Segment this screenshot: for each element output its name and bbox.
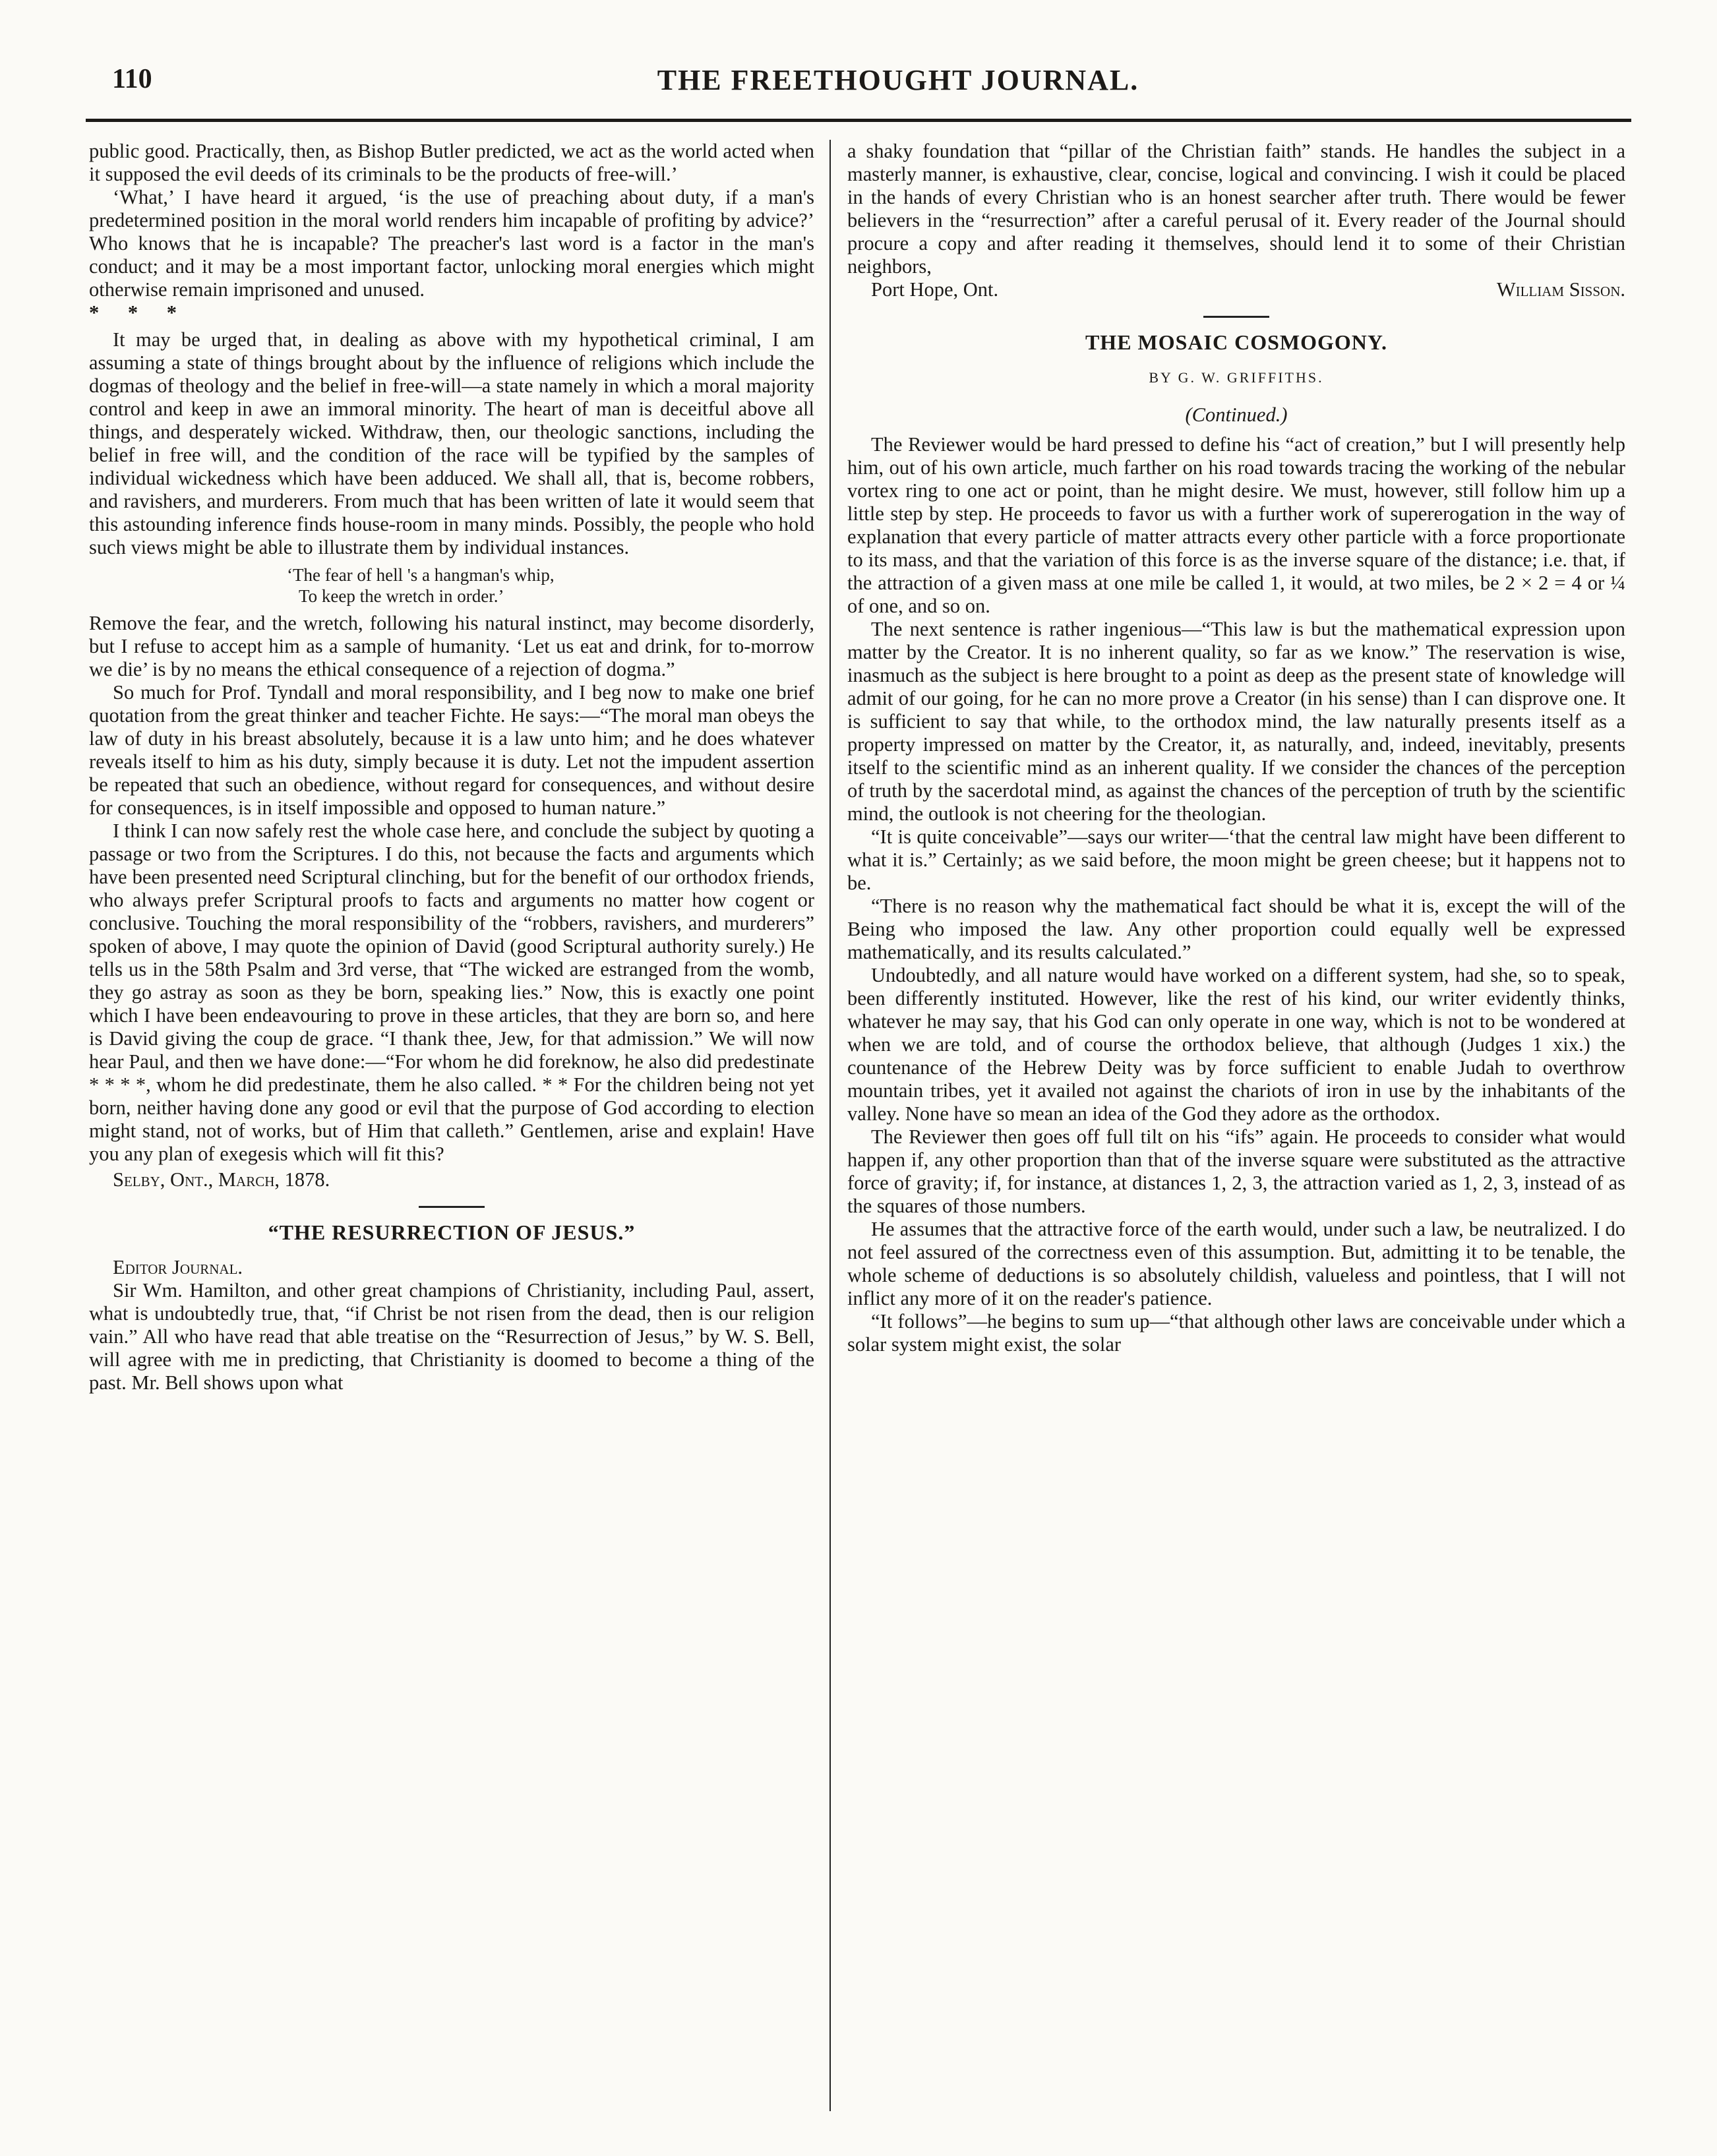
article-title: THE MOSAIC COSMOGONY. bbox=[1085, 330, 1388, 354]
right-column bbox=[847, 140, 1625, 2111]
paragraph: Undoubtedly, and all nature would have worked on a different system, had she, so to speak, been differently instituted. However, like the rest of his kind, our writer evidently thinks, whatever he may say, that his God can only operate in one way, which is not to be wondered at when we are told, and of course the orthodox believe, that although (Judges 1 xix.) the countenance of the Hebrew Deity was by force sufficient to enable Judah to overthrow mountain tribes, yet it availed not against the chariots of iron in use by the inhabitants of the valley. None have so mean an idea of the God they adore as the orthodox. bbox=[847, 964, 1625, 1125]
paragraph: Remove the fear, and the wretch, following his natural instinct, may become disorderly, but I refuse to accept him as a sample of humanity. ‘Let us eat and drink, for to-morrow we die’ is by no means the ethical consequence of a rejection of dogma.” bbox=[89, 612, 814, 680]
paragraph: public good. Practically, then, as Bishop Butler predicted, we act as the world acted when it supposed the evil deeds of its criminals to be the products of free-will.’ bbox=[89, 140, 814, 185]
signature bbox=[847, 278, 1625, 301]
verse-line: To keep the wretch in order.’ bbox=[299, 586, 504, 606]
paragraph: So much for Prof. Tyndall and moral responsibility, and I beg now to make one brief quotation from the great thinker and teacher Fichte. He says:—“The moral man obeys the law of duty in his breast absolutely, because it is a law unto him; and he does whatever reveals itself to him as his duty, simply because it is duty. Let not the impudent assertion be repeated that such an obedience, without regard for consequences, and without desire for consequences, is in itself impossible and opposed to human nature.” bbox=[89, 681, 814, 819]
paragraph: a shaky foundation that “pillar of the Christian faith” stands. He handles the subject in a masterly manner, is exhaustive, clear, concise, logical and convincing. I wish it could be placed in the hands of every Christian who is an honest searcher after truth. There would be fewer believers in the “resurrection” after a careful perusal of it. Every reader of the Journal should procure a copy and after reading it themselves, should lend it to some of their Christian neighbors, bbox=[847, 140, 1625, 278]
paragraph: “It follows”—he begins to sum up—“that although other laws are conceivable under which a solar system might exist, the solar bbox=[847, 1310, 1625, 1356]
paragraph: “It is quite conceivable”—says our writer—‘that the central law might have been different to what it is.” Certainly; as we said before, the moon might be green cheese; but it happens not to be. bbox=[847, 825, 1625, 894]
verse-quote bbox=[89, 564, 814, 607]
header-rule bbox=[86, 119, 1631, 122]
paragraph: “There is no reason why the mathematical fact should be what it is, except the will of the Being who imposed the law. Any other proportion could equally well be expressed mathematically, and its results calculated.” bbox=[847, 895, 1625, 963]
paragraph: He assumes that the attractive force of the earth would, under such a law, be neutralized. I do not feel assured of the correctness even of this assumption. But, admitting it to be tenable, the whole scheme of deductions is so absolutely childish, valueless and pointless, that I will not inflict any more of it on the reader's patience. bbox=[847, 1218, 1625, 1309]
article-divider bbox=[1203, 316, 1269, 318]
continued-note: (Continued.) bbox=[1185, 404, 1288, 426]
paragraph: ‘What,’ I have heard it argued, ‘is the use of preaching about duty, if a man's predetermined position in the moral world renders him incapable of profiting by advice?’ Who knows that he is incapable? The preacher's last word is a factor in the man's conduct; and it may be a most important factor, unlocking moral energies which might otherwise remain imprisoned and unused. bbox=[89, 186, 814, 301]
page-number: 110 bbox=[112, 64, 152, 94]
verse-line: ‘The fear of hell 's a hangman's whip, bbox=[287, 565, 555, 585]
column-divider bbox=[829, 140, 831, 2111]
paragraph: The Reviewer then goes off full tilt on his “ifs” again. He proceeds to consider what would happen if, any other proportion than that of the inverse square were substituted as the attractive force of gravity; if, for instance, at distances 1, 2, 3, the attraction varied as 1, 2, 3, instead of as the squares of those numbers. bbox=[847, 1125, 1625, 1217]
place-date: Selby, Ont., March, 1878. bbox=[113, 1168, 330, 1191]
paragraph: The next sentence is rather ingenious—“This law is but the mathematical expression upon matter by the Creator. It is no inherent quality, so far as we know.” The reservation is wise, inasmuch as the subject is here brought to a point as deep as the present state of knowledge will admit of our going, for he can no more prove a Creator (in his sense) than I can disprove one. It is sufficient to say that while, to the orthodox mind, the law naturally presents itself as a property impressed on matter by the Creator, it, as naturally, and, indeed, inevitably, presents itself to the scientific mind as an inherent quality. If we consider the chances of the perception of truth by the sacerdotal mind, as against the chances of the perception of truth by the scientific mind, the outlook is not cheering for the theologian. bbox=[847, 618, 1625, 825]
signature-place: Port Hope, Ont. bbox=[871, 278, 999, 301]
section-break-stars: * * * bbox=[89, 301, 189, 324]
byline: BY G. W. GRIFFITHS. bbox=[1149, 369, 1324, 386]
page-header bbox=[86, 58, 1631, 111]
paragraph: It may be urged that, in dealing as above with my hypothetical criminal, I am assuming a state of things brought about by the influence of religions which include the dogmas of theology and the belief in free-will—a state namely in which a moral majority control and keep in awe an immoral minority. The heart of man is deceitful above all things, and desperately wicked. Withdraw, then, our theologic sanctions, including the belief in free will, and the condition of the race will be typified by the samples of individual wickedness which have been adduced. We shall all, that is, become robbers, and ravishers, and murderers. From much that has been written of late it would seem that this astounding inference finds house-room in many minds. Possibly, the people who hold such views might be able to illustrate them by individual instances. bbox=[89, 328, 814, 558]
journal-title: THE FREETHOUGHT JOURNAL. bbox=[657, 64, 1139, 96]
paragraph: Sir Wm. Hamilton, and other great champions of Christianity, including Paul, assert, what is undoubtedly true, that, “if Christ be not risen from the dead, then is our religion vain.” All who have read that able treatise on the “Resurrection of Jesus,” by W. S. Bell, will agree with me in predicting, that Christianity is doomed to become a thing of the past. Mr. Bell shows upon what bbox=[89, 1279, 814, 1394]
signature-name: William Sisson. bbox=[1496, 278, 1625, 301]
paragraph: I think I can now safely rest the whole case here, and conclude the subject by quoting a passage or two from the Scriptures. I do this, not because the facts and arguments which have been presented need Scriptural clinching, but for the benefit of our orthodox friends, who always prefer Scriptural proofs to facts and arguments no matter how cogent or conclusive. Touching the moral responsibility of the “robbers, ravishers, and murderers” spoken of above, I may quote the opinion of David (good Scriptural authority surely.) He tells us in the 58th Psalm and 3rd verse, that “The wicked are estranged from the womb, they go astray as soon as they be born, speaking lies.” Now, this is exactly one point which I have been endeavouring to prove in these articles, that they are born so, and here is David giving the coup de grace. “I thank thee, Jew, for that admission.” We will now hear Paul, and then we have done:—“For whom he did foreknow, he also did predestinate * * * *, whom he did predestinate, them he also called. * * For the children being not yet born, neither having done any good or evil that the purpose of God according to election might stand, not of works, but of Him that calleth.” Gentlemen, arise and explain! Have you any plan of exegesis which will fit this? bbox=[89, 820, 814, 1165]
salutation: Editor Journal. bbox=[113, 1256, 243, 1278]
article-title: “THE RESURRECTION OF JESUS.” bbox=[268, 1220, 636, 1244]
left-column bbox=[89, 140, 814, 2111]
paragraph: The Reviewer would be hard pressed to define his “act of creation,” but I will presently help him, out of his own article, much farther on his road towards tracing the working of the nebular vortex ring to one act or point, than he might desire. We must, however, still follow him up a little step by step. He proceeds to favor us with a further work of supererogation in the way of explanation that every particle of matter attracts every other particle with a force proportionate to its mass, and that the variation of this force is as the inverse square of the distance; i.e. that, if the attraction of a given mass at one mile be called 1, it would, at two miles, be 2 × 2 = 4 or ¼ of one, and so on. bbox=[847, 433, 1625, 617]
article-divider bbox=[419, 1206, 485, 1208]
